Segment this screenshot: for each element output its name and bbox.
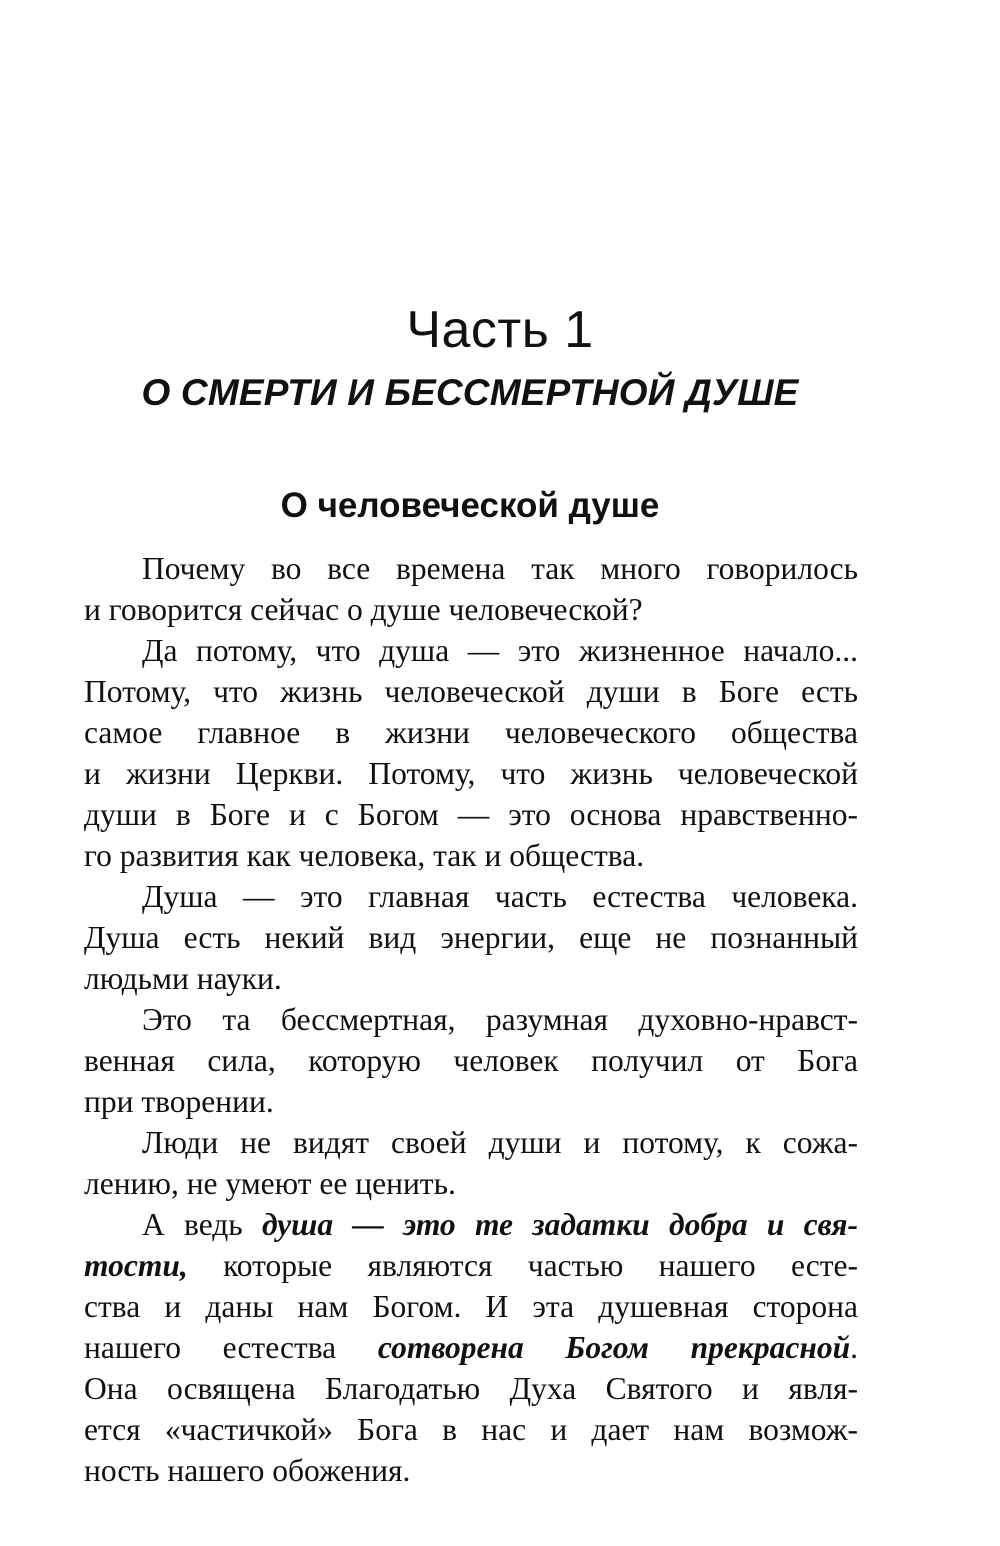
- paragraph: [84, 999, 858, 1122]
- text-run: которые являются частью нашего есте-: [187, 1248, 858, 1283]
- paragraph: [84, 1204, 858, 1491]
- text-line: ства и даны нам Богом. И эта душевная сторона: [84, 1289, 858, 1324]
- text-run: нашего естества: [84, 1330, 378, 1365]
- paragraph: [84, 1122, 858, 1204]
- text-line: ется «частичкой» Бога в нас и дает нам возмож-: [84, 1412, 858, 1447]
- text-line: Это та бессмертная, разумная духовно-нравст-: [142, 1002, 858, 1037]
- text-line: Потому, что жизнь человеческой души в Боге есть: [84, 674, 858, 709]
- text-line: ность нашего обожения.: [84, 1453, 411, 1488]
- part-title: О СМЕРТИ И БЕССМЕРТНОЙ ДУШЕ: [141, 372, 799, 413]
- paragraph: [84, 630, 858, 876]
- text-line: и жизни Церкви. Потому, что жизнь человеческой: [84, 756, 858, 791]
- text-line: при творении.: [84, 1084, 274, 1119]
- text-line: Да потому, что душа — это жизненное начало...: [142, 633, 858, 668]
- text-line: Душа — это главная часть естества человека.: [142, 879, 858, 914]
- paragraph: [84, 876, 858, 999]
- emphasis-text: душа — это те задатки добра и свя-: [261, 1207, 858, 1242]
- text-line: Люди не видят своей души и потому, к сожа-: [142, 1125, 858, 1160]
- text-line: [84, 1327, 858, 1368]
- text-run: А ведь: [142, 1207, 262, 1242]
- text-line: [84, 1245, 858, 1286]
- emphasis-text: тости,: [84, 1248, 188, 1283]
- text-line: и говорится сейчас о душе человеческой?: [84, 592, 643, 627]
- emphasis-text: сотворена Богом прекрасной: [377, 1330, 851, 1365]
- text-line: Она освящена Благодатью Духа Святого и явля-: [84, 1371, 858, 1406]
- part-label: Часть 1: [406, 301, 594, 359]
- text-line: лению, не умеют ее ценить.: [84, 1166, 456, 1201]
- text-line: венная сила, которую человек получил от Бога: [84, 1043, 858, 1078]
- text-line: души в Боге и с Богом — это основа нравственно-: [84, 797, 858, 832]
- text-line: [84, 1204, 858, 1245]
- section-title: О человеческой душе: [280, 486, 660, 525]
- text-run: .: [850, 1330, 858, 1365]
- text-line: Душа есть некий вид энергии, еще не познанный: [84, 920, 858, 955]
- text-line: Почему во все времена так много говорилось: [142, 551, 858, 586]
- text-line: го развития как человека, так и общества.: [84, 838, 645, 873]
- body-text: [84, 548, 858, 1491]
- paragraph: [84, 548, 858, 630]
- text-line: людьми науки.: [84, 961, 282, 996]
- text-line: самое главное в жизни человеческого общества: [84, 715, 858, 750]
